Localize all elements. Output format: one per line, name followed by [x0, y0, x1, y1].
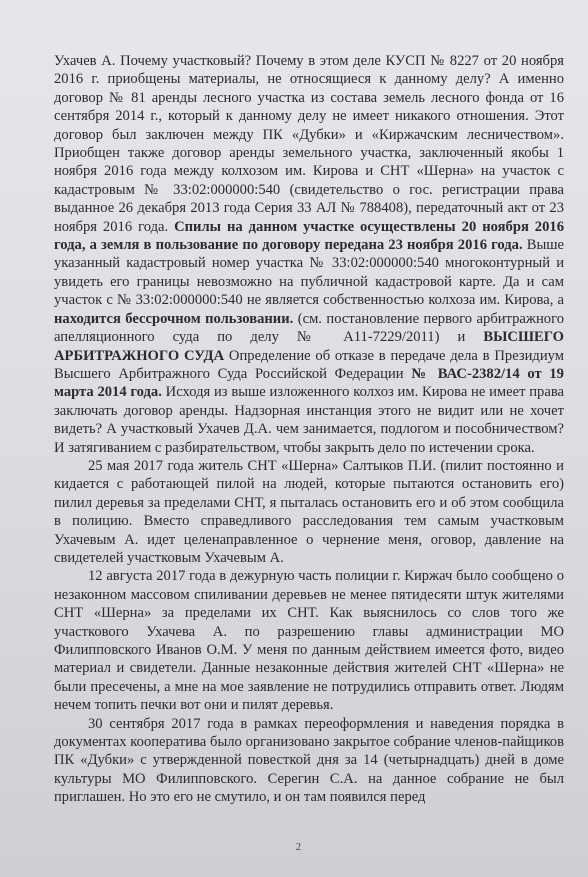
text-segment: Исходя из выше изложенного колхоз им. Кирова не имеет права заключать договор аренды. Надзорная инстанция этого не видит или не хочет видеть? А участковый Ухачев Д.А. чем занимается, подлогом и пособничеством? И затягиванием с разбирательством, чтобы закрыть дело по истечении срока. — [54, 384, 564, 456]
text-segment: Ухачев А. Почему участковый? Почему в этом деле КУСП № 8227 от 20 ноября 2016 г. приобщены материалы, не относящиеся к данному делу? А именно договор № 81 аренды лесного участка из состава земель лесного фонда от 16 сентября 2014 г., который к данному делу не имеет никакого отношения. Этот договор был заключен между ПК «Дубки» и «Киржачским лесничеством». Приобщен также договор аренды земельного участка, заключенный якобы 1 ноября 2016 года между колхозом им. Кирова и СНТ «Шерна» на участок с кадастровым № 33:02:000000:540 (свидетельство о гос. регистрации права выданное 26 декабря 2013 года Серия 33 АЛ № 788408), передаточный акт от 23 ноября 2016 года. — [54, 53, 564, 235]
paragraph-4 — [54, 715, 564, 807]
text-segment: (см. постановление первого арбитражного апелляционного суда по делу № А11-7229/2011) и — [54, 310, 564, 346]
bold-text-segment: находится бессрочном пользовании. — [54, 310, 294, 327]
text-segment: 25 мая 2017 года житель СНТ «Шерна» Салтыков П.И. (пилит постоянно и кидается с работающей пилой на людей, которые пытаются остановить его) пилил деревья за пределами СНТ, я пыталась остановить его и об этом сообщила в полицию. Вместо справедливого расследования тем самым участковым Ухачевым А. идет целенаправленное о чернение меня, оговор, давление на свидетелей участковым Ухачевым А. — [54, 457, 564, 566]
bold-text-segment: № ВАС-2382/14 от 19 марта 2014 года. — [54, 365, 564, 401]
text-segment: Выше указанный кадастровый номер участка № 33:02:000000:540 многоконтурный и увидеть его границы невозможно на публичной кадастровой карте. Да и сам участок с № 33:02:000000:540 не является собственностью колхоза им. Кирова, а — [54, 237, 564, 309]
text-segment: Определение об отказе в передаче дела в Президиум Высшего Арбитражного Суда Российской Федерации — [54, 347, 564, 382]
text-segment: 12 августа 2017 года в дежурную часть полиции г. Киржач было сообщено о незаконном массовом спиливании деревьев не менее пятидесяти штук жителями СНТ «Шерна» за пределами их СНТ. Как выяснилось со слов того же участкового Ухачева А. по разрешению главы администрации МО Филипповского Иванов О.М. У меня по данным действием имеется фото, видео материал и свидетели. Данные незаконные действия жителей СНТ «Шерна» не были пресечены, а мне на мое заявление не потрудились отправить ответ. Людям нечем топить печки вот они и пилят деревья. — [54, 568, 564, 714]
bold-text-segment: Спилы на данном участке осуществлены 20 ноября 2016 года, а земля в пользование по договору передана 23 ноября 2016 года. — [54, 218, 564, 254]
document-body — [54, 52, 564, 807]
paragraph-3 — [54, 567, 564, 714]
paragraph-2 — [54, 457, 564, 567]
bold-text-segment: ВЫСШЕГО АРБИТРАЖНОГО СУДА — [54, 329, 564, 364]
paragraph-1 — [54, 52, 564, 457]
text-segment: 30 сентября 2017 года в рамках переоформления и наведения порядка в документах кооператива было организовано закрытое собрание членов-пайщиков ПК «Дубки» с утвержденной повесткой дня за 14 (четырнадцать) дней в доме культуры МО Филипповского. Серегин С.А. на данное собрание не был приглашен. Но это его не смутило, и он там появился перед — [54, 715, 564, 806]
page-number: 2 — [296, 842, 301, 853]
